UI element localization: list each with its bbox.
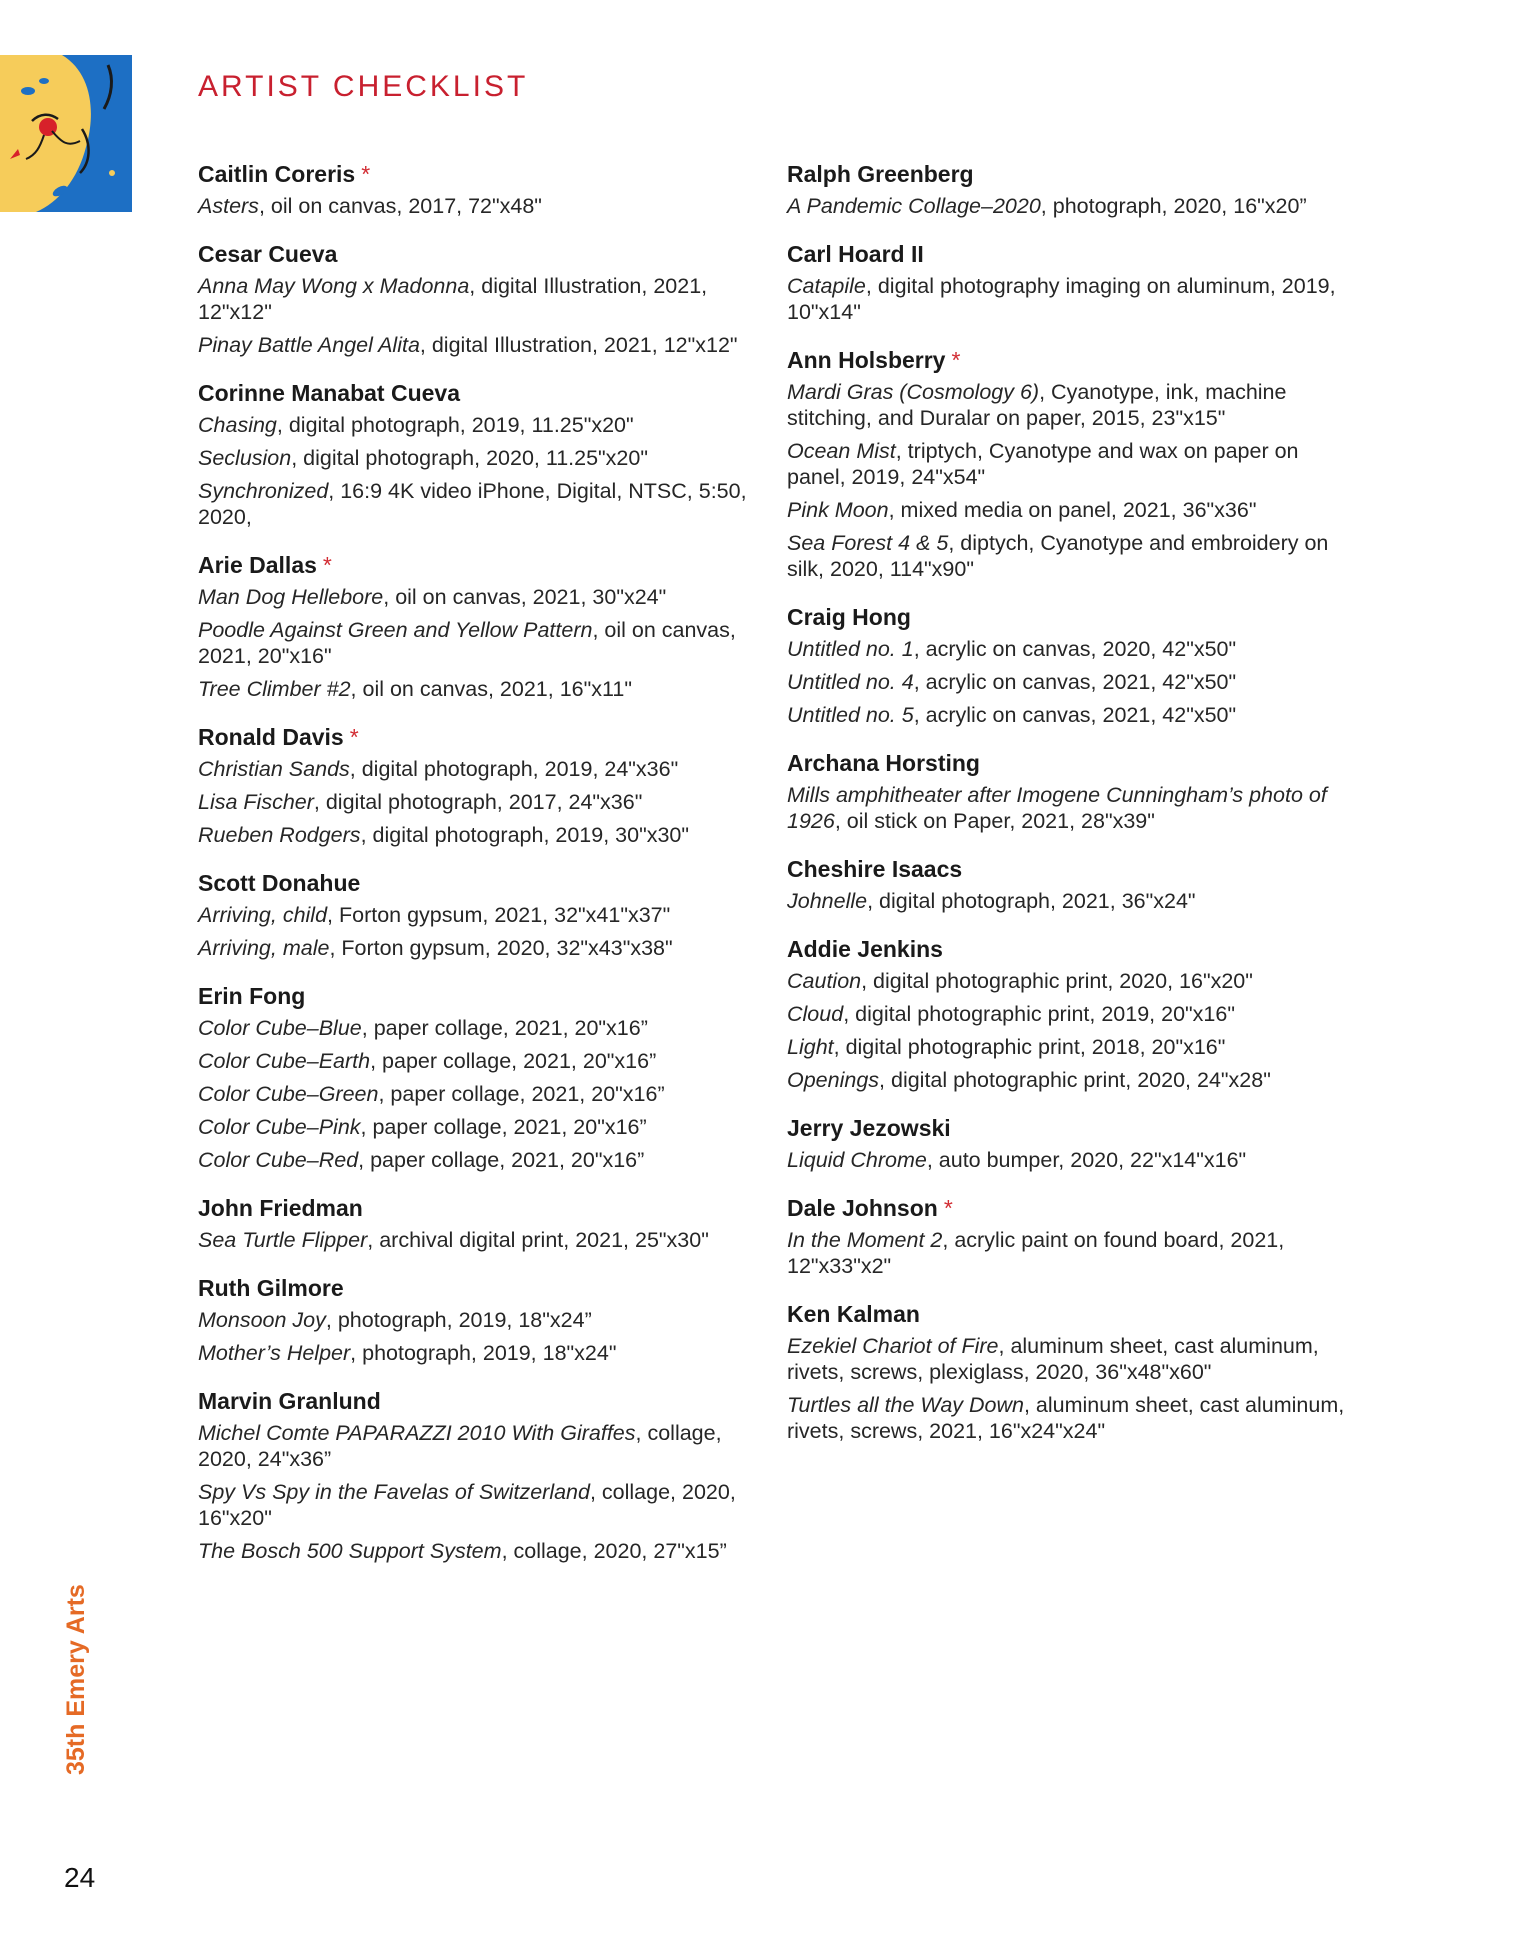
- artwork-details: , Forton gypsum, 2021, 32"x41"x37": [327, 903, 671, 927]
- artwork-title: Sea Turtle Flipper: [198, 1228, 368, 1252]
- artwork-title: Cloud: [787, 1002, 844, 1026]
- artwork-title: Pinay Battle Angel Alita: [198, 333, 420, 357]
- artwork-line: [198, 332, 758, 358]
- artwork-line: [787, 1067, 1347, 1093]
- artwork-details: , collage, 2020, 24"x36”: [198, 1421, 722, 1471]
- artist-entry: [787, 1194, 1347, 1279]
- artwork-title: Color Cube–Green: [198, 1082, 379, 1106]
- artwork-title: Mother’s Helper: [198, 1341, 351, 1365]
- artwork-line: [198, 676, 758, 702]
- artwork-line: [198, 412, 758, 438]
- artwork-details: , digital photograph, 2019, 11.25"x20": [276, 413, 634, 437]
- artwork-title: Mardi Gras (Cosmology 6): [787, 380, 1040, 404]
- artist-entry: [787, 1114, 1347, 1173]
- artwork-line: [787, 273, 1347, 325]
- artwork-title: Pink Moon: [787, 498, 889, 522]
- artwork-details: , digital photograph, 2019, 24"x36": [349, 757, 679, 781]
- artwork-title: Ezekiel Chariot of Fire: [787, 1334, 999, 1358]
- artwork-title: Liquid Chrome: [787, 1148, 927, 1172]
- artwork-title: Lisa Fischer: [198, 790, 314, 814]
- artist-entry: [198, 1194, 758, 1253]
- artist-entry: [787, 160, 1347, 219]
- checklist-column-right: [787, 160, 1347, 1465]
- featured-star-icon: *: [349, 724, 359, 750]
- artwork-line: [198, 193, 758, 219]
- artist-name: [198, 1194, 758, 1223]
- artwork-line: [787, 968, 1347, 994]
- artwork-line: [198, 1420, 758, 1472]
- featured-star-icon: *: [943, 1195, 953, 1221]
- artist-name: [198, 723, 758, 752]
- artwork-line: [787, 669, 1347, 695]
- artwork-details: , digital photograph, 2020, 11.25"x20": [291, 446, 648, 470]
- artwork-line: [198, 1307, 758, 1333]
- artist-name: [787, 1194, 1347, 1223]
- artwork-line: [787, 1001, 1347, 1027]
- artwork-title: Seclusion: [198, 446, 292, 470]
- artist-entry: [198, 379, 758, 530]
- artwork-title: Ocean Mist: [787, 439, 896, 463]
- spine-label: 35th Emery Arts: [62, 1584, 90, 1775]
- artwork-details: , acrylic on canvas, 2021, 42"x50": [913, 670, 1237, 694]
- artwork-details: , digital photograph, 2021, 36"x24": [867, 889, 1196, 913]
- artwork-line: [198, 756, 758, 782]
- artist-name: [787, 749, 1347, 778]
- artist-name-text: Corinne Manabat Cueva: [198, 380, 460, 406]
- artwork-line: [198, 478, 758, 530]
- artwork-details: , Cyanotype, ink, machine stitching, and Duralar on paper, 2015, 23"x15": [787, 380, 1287, 430]
- artist-name-text: Addie Jenkins: [787, 936, 943, 962]
- artwork-details: , oil on canvas, 2021, 30"x24": [383, 585, 667, 609]
- artwork-title: Caution: [787, 969, 862, 993]
- artwork-title: Color Cube–Earth: [198, 1049, 371, 1073]
- artwork-line: [198, 273, 758, 325]
- artist-name: [787, 855, 1347, 884]
- artist-name-text: Cheshire Isaacs: [787, 856, 963, 882]
- artwork-details: , digital photographic print, 2019, 20"x16": [843, 1002, 1235, 1026]
- artwork-line: [787, 530, 1347, 582]
- artist-name: [198, 551, 758, 580]
- artwork-title: Turtles all the Way Down: [787, 1393, 1024, 1417]
- artwork-line: [787, 636, 1347, 662]
- artwork-details: , photograph, 2019, 18"x24": [350, 1341, 617, 1365]
- artist-name-text: John Friedman: [198, 1195, 363, 1221]
- artist-name: [198, 982, 758, 1011]
- artist-entry: [198, 982, 758, 1173]
- artwork-title: Man Dog Hellebore: [198, 585, 384, 609]
- artist-name: [198, 1387, 758, 1416]
- artwork-details: , paper collage, 2021, 20"x16”: [360, 1115, 647, 1139]
- artwork-details: , digital photograph, 2017, 24"x36": [313, 790, 643, 814]
- artwork-line: [198, 1081, 758, 1107]
- artwork-title: Chasing: [198, 413, 277, 437]
- artist-entry: [787, 1300, 1347, 1444]
- artwork-title: Anna May Wong x Madonna: [198, 274, 470, 298]
- artwork-details: , digital photography imaging on aluminum, 2019, 10"x14": [787, 274, 1336, 324]
- artwork-details: , oil on canvas, 2021, 20"x16": [198, 618, 736, 668]
- artist-name-text: Erin Fong: [198, 983, 306, 1009]
- artwork-details: , acrylic paint on found board, 2021, 12"x33"x2": [787, 1228, 1285, 1278]
- artwork-line: [198, 1114, 758, 1140]
- artwork-details: , photograph, 2020, 16"x20”: [1040, 194, 1307, 218]
- artwork-details: , 16:9 4K video iPhone, Digital, NTSC, 5:50, 2020,: [198, 479, 747, 529]
- artist-entry: [198, 723, 758, 848]
- artwork-title: Rueben Rodgers: [198, 823, 361, 847]
- artist-entry: [198, 160, 758, 219]
- artwork-details: , acrylic on canvas, 2021, 42"x50": [913, 703, 1237, 727]
- artwork-details: , photograph, 2019, 18"x24”: [325, 1308, 592, 1332]
- artist-name-text: Archana Horsting: [787, 750, 980, 776]
- artwork-line: [198, 584, 758, 610]
- artwork-title: The Bosch 500 Support System: [198, 1539, 502, 1563]
- artwork-line: [787, 1227, 1347, 1279]
- featured-star-icon: *: [951, 347, 961, 373]
- artwork-line: [787, 1147, 1347, 1173]
- artwork-title: Mills amphitheater after Imogene Cunningham’s photo of 1926: [787, 783, 1327, 833]
- artist-name: [787, 603, 1347, 632]
- artist-name-text: Jerry Jezowski: [787, 1115, 951, 1141]
- artist-name-text: Ann Holsberry: [787, 347, 946, 373]
- artwork-title: Tree Climber #2: [198, 677, 351, 701]
- artwork-details: , digital Illustration, 2021, 12"x12": [198, 274, 708, 324]
- artwork-details: , oil on canvas, 2021, 16"x11": [350, 677, 632, 701]
- artwork-details: , oil on canvas, 2017, 72"x48": [258, 194, 542, 218]
- artwork-line: [198, 1340, 758, 1366]
- artist-name: [787, 160, 1347, 189]
- artwork-line: [198, 1147, 758, 1173]
- artist-entry: [198, 240, 758, 358]
- artwork-details: , triptych, Cyanotype and wax on paper on panel, 2019, 24"x54": [787, 439, 1299, 489]
- page-number: 24: [64, 1862, 96, 1893]
- artist-name-text: Cesar Cueva: [198, 241, 338, 267]
- artist-name: [198, 869, 758, 898]
- artwork-line: [198, 935, 758, 961]
- artwork-title: Asters: [198, 194, 259, 218]
- artwork-line: [787, 379, 1347, 431]
- artwork-title: Color Cube–Blue: [198, 1016, 362, 1040]
- artwork-line: [198, 789, 758, 815]
- artist-name-text: Ruth Gilmore: [198, 1275, 344, 1301]
- artist-entry: [787, 603, 1347, 728]
- artwork-title: Untitled no. 4: [787, 670, 914, 694]
- artwork-details: , digital photograph, 2019, 30"x30": [360, 823, 690, 847]
- artist-entry: [787, 935, 1347, 1093]
- artist-entry: [198, 869, 758, 961]
- artwork-line: [198, 1479, 758, 1531]
- artwork-line: [787, 888, 1347, 914]
- artwork-details: , paper collage, 2021, 20"x16”: [378, 1082, 665, 1106]
- artwork-details: , mixed media on panel, 2021, 36"x36": [888, 498, 1257, 522]
- checklist-column-left: [198, 160, 758, 1585]
- artwork-line: [198, 1227, 758, 1253]
- artwork-title: Poodle Against Green and Yellow Pattern: [198, 618, 593, 642]
- artwork-title: Synchronized: [198, 479, 329, 503]
- artist-name-text: Craig Hong: [787, 604, 911, 630]
- artwork-line: [787, 497, 1347, 523]
- artist-name-text: Dale Johnson: [787, 1195, 938, 1221]
- artwork-details: , collage, 2020, 27"x15”: [501, 1539, 727, 1563]
- artwork-title: Arriving, male: [198, 936, 330, 960]
- artist-name: [787, 935, 1347, 964]
- artwork-title: Untitled no. 1: [787, 637, 914, 661]
- artist-name: [787, 1114, 1347, 1143]
- artwork-title: Catapile: [787, 274, 866, 298]
- artist-name: [198, 240, 758, 269]
- artwork-details: , oil stick on Paper, 2021, 28"x39": [834, 809, 1155, 833]
- artist-name-text: Scott Donahue: [198, 870, 361, 896]
- artwork-details: , diptych, Cyanotype and embroidery on silk, 2020, 114"x90": [787, 531, 1329, 581]
- artwork-title: Color Cube–Red: [198, 1148, 359, 1172]
- artist-name-text: Ken Kalman: [787, 1301, 920, 1327]
- artwork-details: , archival digital print, 2021, 25"x30": [367, 1228, 709, 1252]
- artwork-line: [787, 193, 1347, 219]
- artist-entry: [787, 240, 1347, 325]
- artwork-line: [787, 1392, 1347, 1444]
- artist-name-text: Marvin Granlund: [198, 1388, 381, 1414]
- artwork-details: , collage, 2020, 16"x20": [198, 1480, 736, 1530]
- artist-name: [198, 379, 758, 408]
- artist-entry: [198, 1387, 758, 1564]
- artwork-details: , digital photographic print, 2020, 16"x20": [861, 969, 1253, 993]
- artwork-details: , Forton gypsum, 2020, 32"x43"x38": [329, 936, 673, 960]
- artwork-line: [787, 1034, 1347, 1060]
- artwork-details: , acrylic on canvas, 2020, 42"x50": [913, 637, 1237, 661]
- artist-entry: [198, 551, 758, 702]
- exhibition-logo-artwork: [0, 55, 132, 212]
- artist-name-text: Carl Hoard II: [787, 241, 924, 267]
- artwork-details: , aluminum sheet, cast aluminum, rivets, screws, plexiglass, 2020, 36"x48"x60": [787, 1334, 1319, 1384]
- artwork-title: Michel Comte PAPARAZZI 2010 With Giraffes: [198, 1421, 636, 1445]
- artist-entry: [787, 749, 1347, 834]
- artwork-line: [198, 617, 758, 669]
- artist-entry: [787, 346, 1347, 582]
- artwork-line: [787, 1333, 1347, 1385]
- artwork-line: [198, 1015, 758, 1041]
- artwork-line: [198, 1538, 758, 1564]
- artist-entry: [198, 1274, 758, 1366]
- artwork-line: [198, 902, 758, 928]
- artwork-title: Johnelle: [787, 889, 868, 913]
- artwork-title: Spy Vs Spy in the Favelas of Switzerland: [198, 1480, 590, 1504]
- artwork-title: Openings: [787, 1068, 880, 1092]
- featured-star-icon: *: [322, 552, 332, 578]
- artist-name: [787, 1300, 1347, 1329]
- artist-name-text: Arie Dallas: [198, 552, 317, 578]
- artwork-details: , paper collage, 2021, 20"x16”: [361, 1016, 648, 1040]
- artwork-title: Sea Forest 4 & 5: [787, 531, 949, 555]
- artwork-line: [198, 1048, 758, 1074]
- artist-name-text: Caitlin Coreris: [198, 161, 356, 187]
- artist-name: [787, 240, 1347, 269]
- artwork-details: , aluminum sheet, cast aluminum, rivets, screws, 2021, 16"x24"x24": [787, 1393, 1345, 1443]
- artwork-title: Color Cube–Pink: [198, 1115, 361, 1139]
- artwork-title: In the Moment 2: [787, 1228, 943, 1252]
- artist-entry: [787, 855, 1347, 914]
- artwork-title: Light: [787, 1035, 834, 1059]
- page-title: ARTIST CHECKLIST: [198, 70, 529, 104]
- artwork-title: A Pandemic Collage–2020: [787, 194, 1041, 218]
- artwork-title: Christian Sands: [198, 757, 350, 781]
- artwork-line: [787, 438, 1347, 490]
- artist-name: [787, 346, 1347, 375]
- artist-name: [198, 1274, 758, 1303]
- artwork-details: , digital photographic print, 2018, 20"x16": [833, 1035, 1226, 1059]
- artwork-line: [198, 445, 758, 471]
- artwork-title: Untitled no. 5: [787, 703, 914, 727]
- featured-star-icon: *: [361, 161, 371, 187]
- artwork-details: , paper collage, 2021, 20"x16”: [358, 1148, 645, 1172]
- artwork-title: Monsoon Joy: [198, 1308, 326, 1332]
- artwork-details: , digital Illustration, 2021, 12"x12": [419, 333, 738, 357]
- artwork-details: , auto bumper, 2020, 22"x14"x16": [926, 1148, 1247, 1172]
- artwork-line: [787, 782, 1347, 834]
- artist-name-text: Ralph Greenberg: [787, 161, 974, 187]
- artwork-line: [787, 702, 1347, 728]
- artwork-details: , digital photographic print, 2020, 24"x28": [879, 1068, 1271, 1092]
- artwork-title: Arriving, child: [198, 903, 328, 927]
- artist-name: [198, 160, 758, 189]
- artist-name-text: Ronald Davis: [198, 724, 344, 750]
- artwork-line: [198, 822, 758, 848]
- artwork-details: , paper collage, 2021, 20"x16”: [370, 1049, 657, 1073]
